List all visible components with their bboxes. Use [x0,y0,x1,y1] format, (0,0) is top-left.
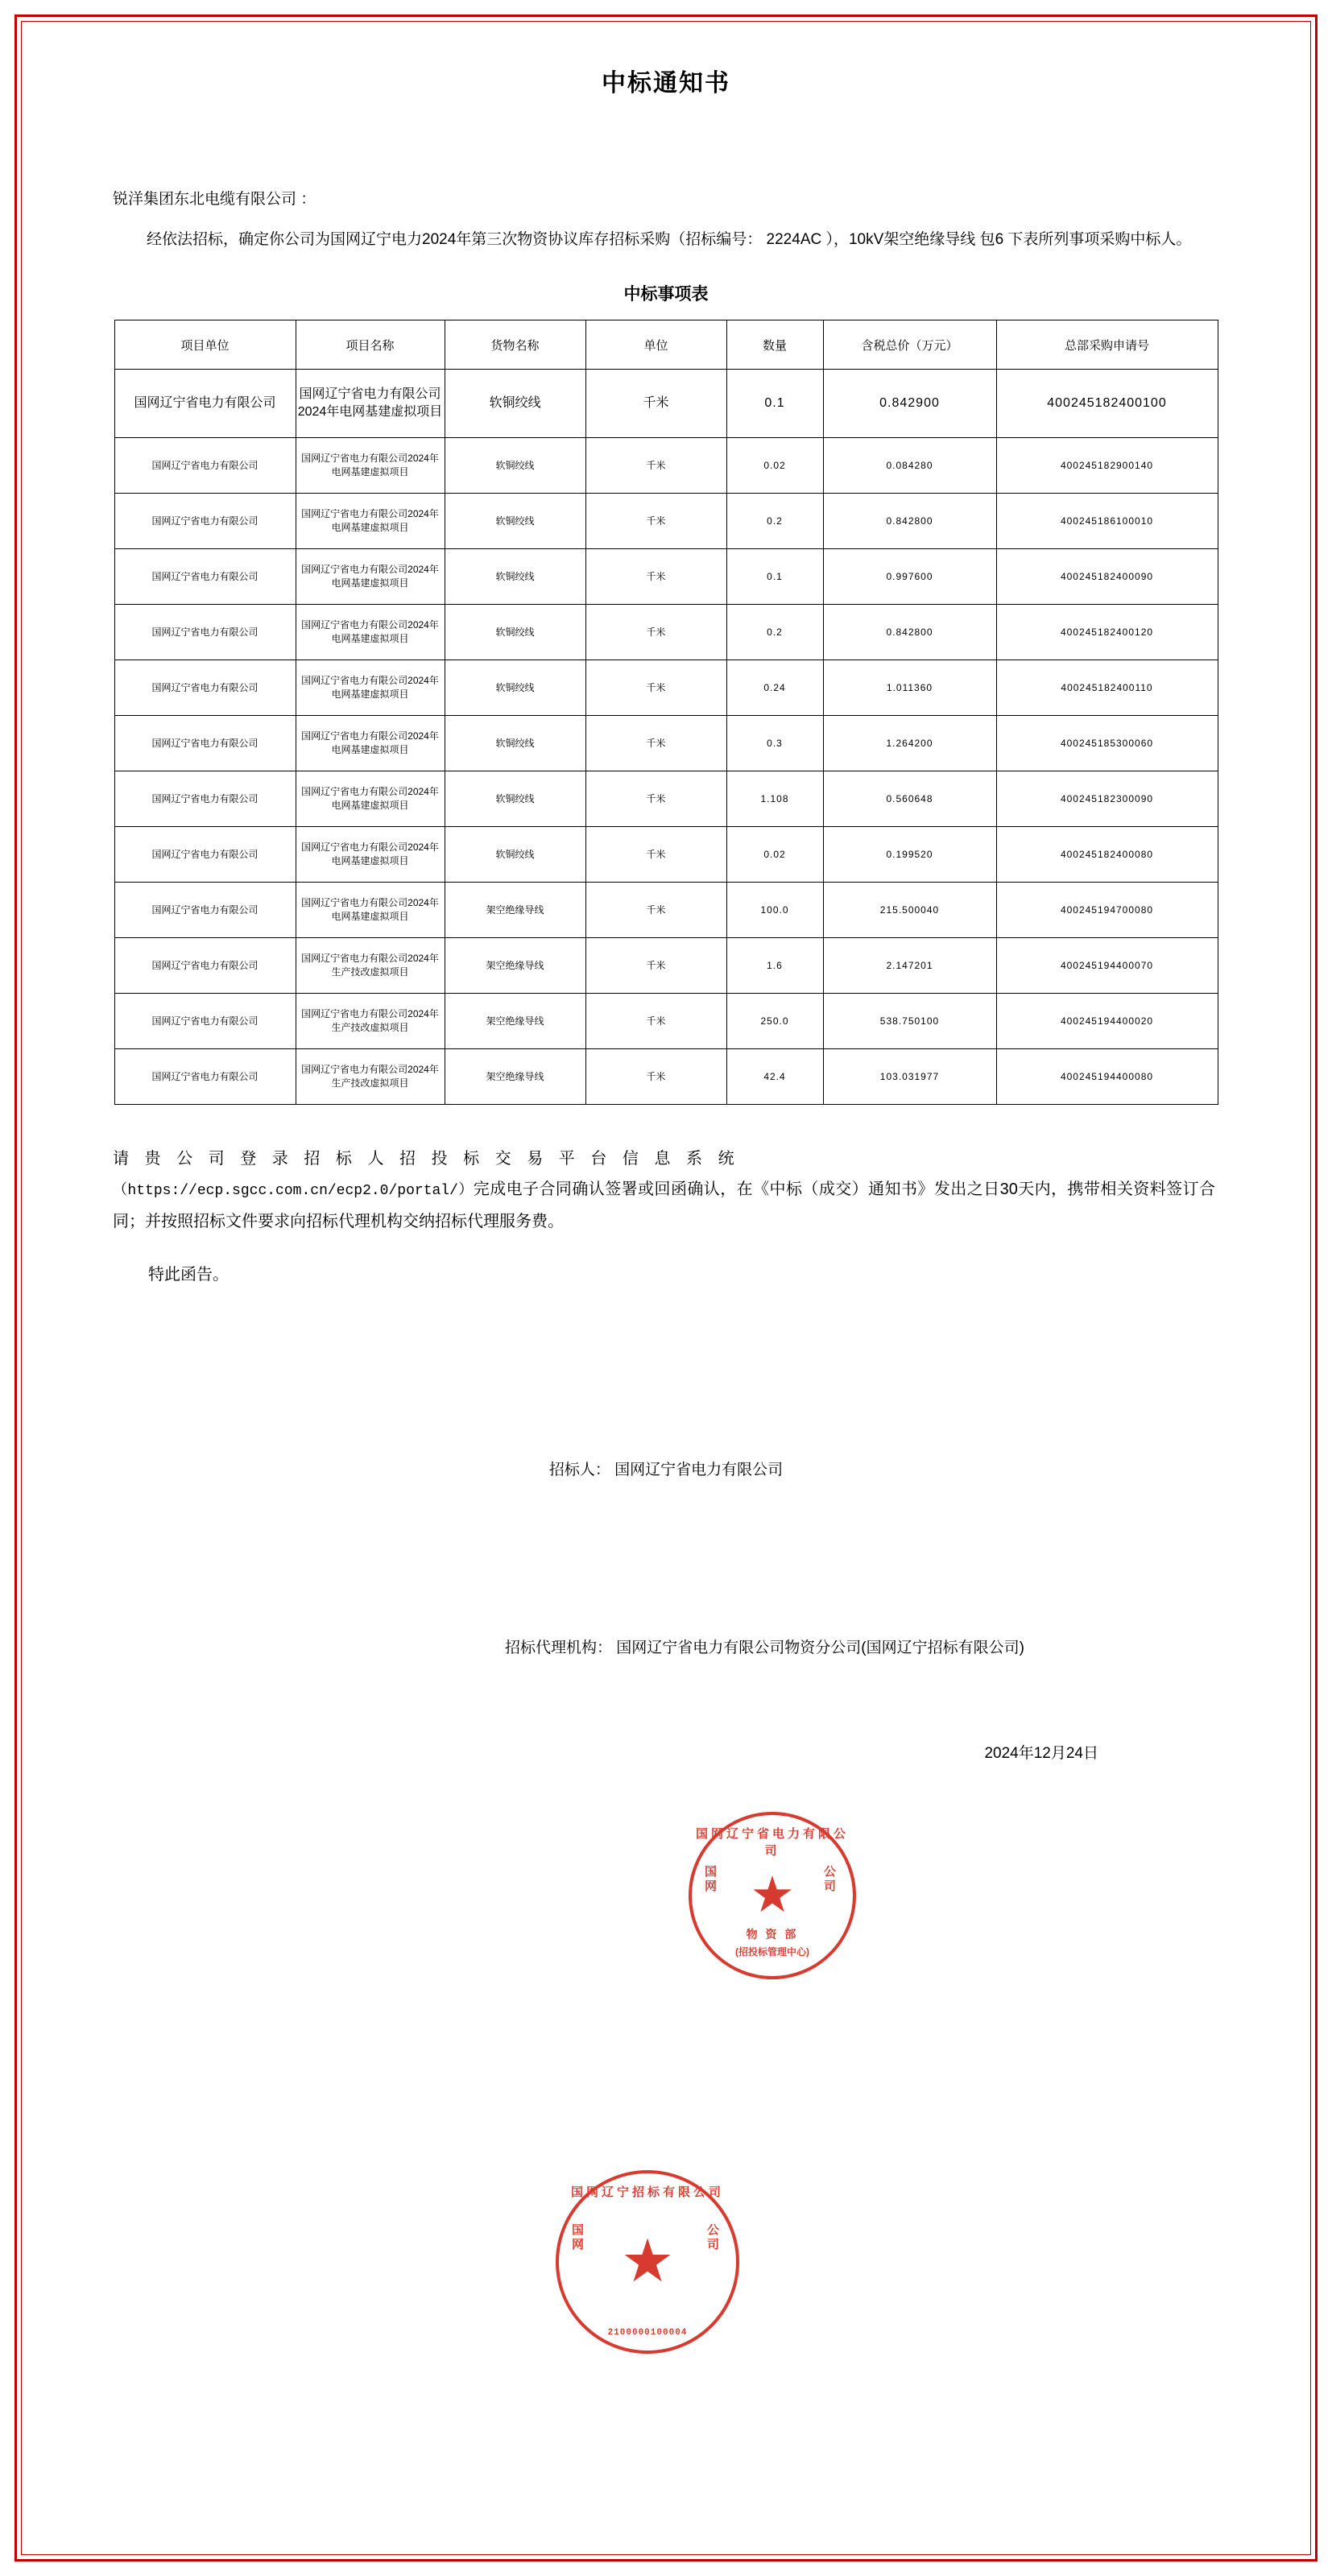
seal2-side-left: 国网 [572,2223,585,2251]
table-header [114,320,1218,370]
award-items-table [114,320,1218,1105]
closing-prefix: 请 贵 公 司 登 录 招 标 人 招 投 标 交 易 平 台 信 息 系 统 [113,1150,740,1168]
seal1-line2: (招投标管理中心) [735,1946,809,1958]
official-seal-agent [556,2170,739,2354]
cell-project-name: 国网辽宁省电力有限公司2024年电网基建虚拟项目 [296,494,445,549]
cell-total-price: 103.031977 [823,1049,996,1105]
cell-project-unit: 国网辽宁省电力有限公司 [114,883,296,938]
signer-value: 国网辽宁省电力有限公司 [614,1462,784,1478]
cell-project-name: 国网辽宁省电力有限公司2024年电网基建虚拟项目 [296,660,445,716]
issue-date: 2024年12月24日 [984,1745,1098,1762]
cell-quantity: 42.4 [726,1049,823,1105]
cell-project-name: 国网辽宁省电力有限公司2024年电网基建虚拟项目 [296,771,445,827]
cell-quantity: 1.6 [726,938,823,994]
cell-unit: 千米 [585,549,726,605]
cell-apply-no: 400245182900140 [996,438,1218,494]
cell-goods-name: 软铜绞线 [445,827,585,883]
cell-project-unit: 国网辽宁省电力有限公司 [114,938,296,994]
cell-total-price: 1.264200 [823,716,996,771]
cell-total-price: 0.199520 [823,827,996,883]
table-title: 中标事项表 [623,285,709,304]
cell-total-price: 538.750100 [823,994,996,1049]
cell-quantity: 0.1 [726,549,823,605]
cell-unit: 千米 [585,660,726,716]
cell-unit: 千米 [585,605,726,660]
cell-project-unit: 国网辽宁省电力有限公司 [114,827,296,883]
table-row [114,716,1218,771]
closing-paragraph [113,1143,1215,1237]
cell-apply-no: 400245182400090 [996,549,1218,605]
seal1-side-left: 国网 [705,1865,718,1893]
cell-apply-no: 400245194400020 [996,994,1218,1049]
cell-apply-no: 400245194700080 [996,883,1218,938]
cell-apply-no: 400245186100010 [996,494,1218,549]
cell-project-unit: 国网辽宁省电力有限公司 [114,494,296,549]
cell-unit: 千米 [585,938,726,994]
cell-project-unit: 国网辽宁省电力有限公司 [114,994,296,1049]
cell-quantity: 0.24 [726,660,823,716]
cell-project-name: 国网辽宁省电力有限公司2024年电网基建虚拟项目 [296,370,445,438]
table-row [114,827,1218,883]
cell-project-unit: 国网辽宁省电力有限公司 [114,370,296,438]
th-total-price-l1: 含税总价（万元） [861,338,958,353]
cell-apply-no: 400245182400080 [996,827,1218,883]
seal2-side-right: 公司 [707,2223,720,2251]
cell-unit: 千米 [585,1049,726,1105]
cell-project-unit: 国网辽宁省电力有限公司 [114,1049,296,1105]
th-total-price [823,320,996,370]
cell-project-name: 国网辽宁省电力有限公司2024年电网基建虚拟项目 [296,827,445,883]
table-row [114,1049,1218,1105]
th-project-unit: 项目单位 [114,320,296,370]
cell-total-price: 215.500040 [823,883,996,938]
table-row [114,605,1218,660]
cell-project-unit: 国网辽宁省电力有限公司 [114,771,296,827]
th-project-name: 项目名称 [296,320,445,370]
cell-project-name: 国网辽宁省电力有限公司2024年电网基建虚拟项目 [296,549,445,605]
cell-goods-name: 架空绝缘导线 [445,883,585,938]
official-seal-procurement [689,1812,856,1979]
signer-line [72,1458,1260,1479]
cell-project-unit: 国网辽宁省电力有限公司 [114,605,296,660]
cell-quantity: 0.02 [726,438,823,494]
cell-project-unit: 国网辽宁省电力有限公司 [114,660,296,716]
table-row [114,938,1218,994]
table-row [114,370,1218,438]
cell-quantity: 0.1 [726,370,823,438]
cell-total-price: 0.997600 [823,549,996,605]
cell-quantity: 250.0 [726,994,823,1049]
cell-unit: 千米 [585,994,726,1049]
cell-quantity: 0.2 [726,494,823,549]
cell-apply-no: 400245182400120 [996,605,1218,660]
cell-project-unit: 国网辽宁省电力有限公司 [114,549,296,605]
seal1-line1: 物 资 部 [746,1928,799,1941]
table-row [114,994,1218,1049]
table-row [114,660,1218,716]
cell-project-name: 国网辽宁省电力有限公司2024年电网基建虚拟项目 [296,438,445,494]
body-paragraph: 经依法招标，确定你公司为国网辽宁电力2024年第三次物资协议库存招标采购（招标编号： 2224AC ），10kV架空绝缘导线 包6 下表所列事项采购中标人。 [147,231,1192,248]
seal1-side-right: 公司 [824,1865,837,1893]
cell-goods-name: 软铜绞线 [445,549,585,605]
cell-total-price: 2.147201 [823,938,996,994]
cell-apply-no: 400245182300090 [996,771,1218,827]
cell-apply-no: 400245185300060 [996,716,1218,771]
th-quantity: 数量 [726,320,823,370]
star-icon: ★ [750,1868,795,1923]
cell-goods-name: 架空绝缘导线 [445,1049,585,1105]
closing-url: （https://ecp.sgcc.com.cn/ecp2.0/portal/） [113,1183,474,1199]
cell-total-price: 0.842800 [823,605,996,660]
cell-unit: 千米 [585,494,726,549]
agent-label: 招标代理机构： [505,1639,613,1656]
cell-total-price: 0.560648 [823,771,996,827]
cell-total-price: 0.842900 [823,370,996,438]
cell-goods-name: 软铜绞线 [445,370,585,438]
cell-project-name: 国网辽宁省电力有限公司2024年电网基建虚拟项目 [296,605,445,660]
signature-block [72,1458,1260,1763]
cell-unit: 千米 [585,370,726,438]
cell-project-name: 国网辽宁省电力有限公司2024年生产技改虚拟项目 [296,938,445,994]
agent-wrap [505,1636,1069,1660]
cell-quantity: 0.2 [726,605,823,660]
table-row [114,883,1218,938]
cell-unit: 千米 [585,883,726,938]
cell-unit: 千米 [585,438,726,494]
cell-goods-name: 软铜绞线 [445,771,585,827]
table-body [114,370,1218,1105]
cell-quantity: 1.108 [726,771,823,827]
cell-goods-name: 软铜绞线 [445,716,585,771]
table-row [114,549,1218,605]
cell-quantity: 0.02 [726,827,823,883]
cell-quantity: 100.0 [726,883,823,938]
cell-goods-name: 架空绝缘导线 [445,938,585,994]
cell-goods-name: 软铜绞线 [445,660,585,716]
cell-project-name: 国网辽宁省电力有限公司2024年生产技改虚拟项目 [296,994,445,1049]
cell-total-price: 1.011360 [823,660,996,716]
cell-unit: 千米 [585,771,726,827]
cell-project-name: 国网辽宁省电力有限公司2024年生产技改虚拟项目 [296,1049,445,1105]
agent-value: 国网辽宁省电力有限公司物资分公司(国网辽宁招标有限公司) [616,1639,1024,1656]
document-content [72,32,1260,1763]
addressee-line: 锐洋集团东北电缆有限公司 ： [113,191,316,208]
cell-project-unit: 国网辽宁省电力有限公司 [114,716,296,771]
cell-project-name: 国网辽宁省电力有限公司2024年电网基建虚拟项目 [296,716,445,771]
closing-note: 特此函告。 [148,1266,229,1284]
cell-unit: 千米 [585,716,726,771]
cell-total-price: 0.084280 [823,438,996,494]
cell-goods-name: 架空绝缘导线 [445,994,585,1049]
seal2-line2: 2100000100004 [607,2328,688,2338]
page-title: 中标通知书 [602,70,730,97]
closing-rest: 完成电子合同确认签署或回函确认，在《中标（成交）通知书》发出之日30天内，携带相关资料签订合同；并按照招标文件要求向招标代理机构交纳招标代理服务费。 [113,1180,1215,1230]
cell-apply-no: 400245194400070 [996,938,1218,994]
cell-apply-no: 400245194400080 [996,1049,1218,1105]
cell-apply-no: 400245182400110 [996,660,1218,716]
th-goods-name: 货物名称 [445,320,585,370]
table-row [114,438,1218,494]
table-row [114,494,1218,549]
cell-project-unit: 国网辽宁省电力有限公司 [114,438,296,494]
cell-unit: 千米 [585,827,726,883]
cell-goods-name: 软铜绞线 [445,438,585,494]
cell-quantity: 0.3 [726,716,823,771]
cell-project-name: 国网辽宁省电力有限公司2024年电网基建虚拟项目 [296,883,445,938]
cell-total-price: 0.842800 [823,494,996,549]
cell-goods-name: 软铜绞线 [445,494,585,549]
cell-apply-no: 400245182400100 [996,370,1218,438]
cell-goods-name: 软铜绞线 [445,605,585,660]
seal2-arc-text: 国网辽宁招标有限公司 [570,2185,724,2199]
star-icon: ★ [620,2229,675,2295]
th-unit: 单位 [585,320,726,370]
signer-label: 招标人： [548,1462,610,1478]
seal1-arc-text: 国网辽宁省电力有限公司 [695,1827,849,1858]
table-header-row [114,320,1218,370]
table-row [114,771,1218,827]
agent-line [72,1636,1260,1660]
th-apply-no: 总部采购申请号 [996,320,1218,370]
